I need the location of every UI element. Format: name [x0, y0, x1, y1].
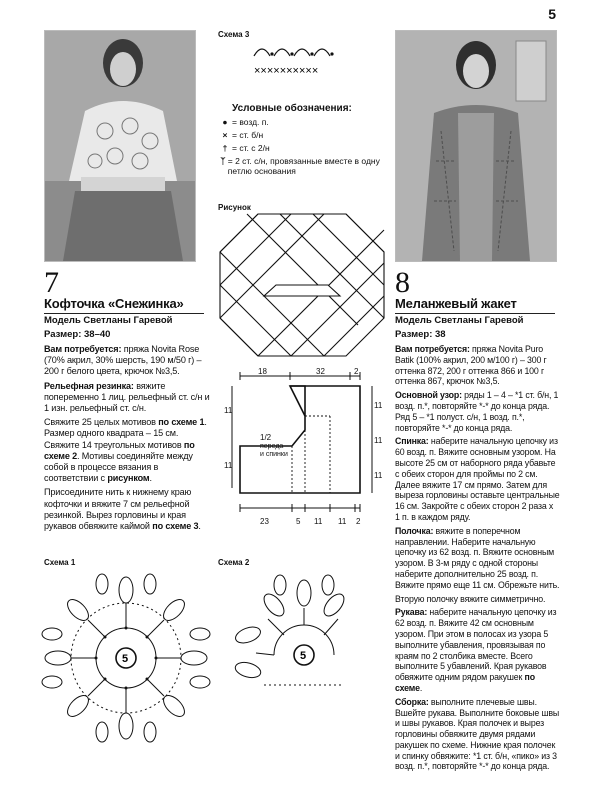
motif-center-label: 5 [300, 650, 307, 662]
article8-divider [395, 313, 555, 314]
motif-layout-drawing [218, 212, 386, 358]
dim-left-1: 11 [224, 406, 233, 415]
photo-jacket-model [395, 30, 557, 262]
article8-model: Модель Светланы Гаревой [395, 315, 524, 326]
piece-label: переда [260, 443, 284, 450]
article7-number: 7 [44, 266, 59, 299]
dim-right-1: 11 [374, 401, 383, 410]
dim-top-right: 2 [354, 367, 359, 376]
photo-blouse-model [44, 30, 196, 262]
legend-item: × = ст. б/н [218, 130, 383, 140]
svg-text:××××××××××: ×××××××××× [254, 65, 319, 77]
article8-number: 8 [395, 266, 410, 299]
scheme3-label: Схема 3 [218, 30, 250, 39]
scheme2-triangle-motif-chart [234, 575, 349, 695]
article7-model: Модель Светланы Гаревой [44, 315, 173, 326]
drawing-label: Рисунок [218, 203, 251, 212]
article7-body: Вам потребуется: пряжа Novita Rose (70% акрил, 30% шерсть, 190 м/50 г) – 200 г белого цвета, крючок №3,5. Рельефная резинка: вяжите попеременно 1 лиц. рельефный ст. с/н и 1 изн. рельефный ст. с/н. Свяжите 25 целых мотивов по схеме 1. Размер одного квадрата – 15 см. Свяжите 14 треугольных мотивов по схеме 2. Мотивы соединяйте между собой в процессе вязания в соответствии с рисунком. Присоедините нить к нижнему краю кофточки и вяжите 7 см рельефной резинкой. Вырез горловины и края рукавов обвяжите каймой по схеме 3. [44, 344, 210, 532]
double-treble-icon: † [222, 143, 228, 153]
single-crochet-icon: × [222, 130, 228, 140]
dim-bottom-4: 11 [338, 517, 347, 526]
dim-bottom-3: 11 [314, 517, 323, 526]
piece-label: 1/2 [260, 433, 272, 442]
dim-right-3: 11 [374, 471, 383, 480]
page-number: 5 [548, 6, 556, 22]
dim-bottom-2: 5 [296, 517, 301, 526]
dim-bottom-5: 2 [356, 517, 361, 526]
dim-top-mid: 32 [316, 367, 325, 376]
dim-bottom-1: 23 [260, 517, 269, 526]
dim-left-2: 11 [224, 461, 233, 470]
scheme2-label: Схема 2 [218, 558, 250, 567]
legend-title: Условные обозначения: [232, 103, 352, 114]
article7-divider [44, 313, 204, 314]
legend-item: ● = возд. п. [218, 117, 383, 127]
scheme1-square-motif-chart [44, 570, 209, 745]
article7-title: Кофточка «Снежинка» [44, 296, 184, 311]
double-crochet-cluster-icon: ᛉ [220, 156, 226, 166]
legend-item: ᛉ = 2 ст. с/н, провязанные вместе в одну петлю основания [218, 156, 383, 176]
scheme1-label: Схема 1 [44, 558, 76, 567]
dim-right-2: 11 [374, 436, 383, 445]
legend [218, 117, 383, 176]
article8-body: Вам потребуется: пряжа Novita Puro Batik (100% акрил, 200 м/100 г) – 300 г оттенка 872, 200 г оттенка 866 и 100 г оттенка 867, крючок №3,5. Основной узор: ряды 1 – 4 – *1 ст. б/н, 1 возд. п.*, повторяйте *-* до конца ряда. Ряд 5 – *1 полуст. с/н, 1 возд. п.*, повторяйте *-* до конца ряда. Спинка: наберите начальную цепочку из 60 возд. п. Вяжите основным узором. На высоте 25 см от наборного ряда убавьте с обеих сторон для проймы по 2 см. Далее вяжите 17 см прямо. Затем для выреза горловины оставьте центральные 16 см. Закройте с обеих сторон 2 раза х 1 п. в каждом ряду. Полочка: вяжите в поперечном направлении. Наберите начальную цепочку из 62 возд. п. Вяжите основным узором. В 3-м ряду с одной стороны наберите дополнительно 25 возд. п. Вяжите прямо еще 11 см. Обрежьте нить. Вторую полочку вяжите симметрично. Рукава: наберите начальную цепочку из 62 возд. п. Вяжите 42 см основным узором. При этом в полосах из узора 5 выполните убавления, провязывая по краям по 2 столбика вместе. Всего выполните 5 убавлений. Края рукавов обвяжите одним рядом ракушек по схеме. Сборка: выполните плечевые швы. Вшейте рукава. Выполните боковые швы и швы рукавов. Края полочек и вырез горловины обвяжите двумя рядами ракушек по схеме. Нижние края полочек и спинку обвяжите: *1 ст. б/н, «пико» из 3 возд. п.*, повторяйте *-* до конца ряда. [395, 344, 560, 772]
article8-size: Размер: 38 [395, 329, 446, 340]
garment-schematic [224, 367, 383, 533]
piece-label: и спинки [260, 451, 288, 458]
chain-stitch-icon: ● [222, 117, 228, 127]
motif-center-label: 5 [122, 653, 129, 665]
dim-top-left: 18 [258, 367, 267, 376]
article7-size: Размер: 38–40 [44, 329, 111, 340]
legend-item: † = ст. с 2/н [218, 143, 383, 153]
scheme3-edging-chart [252, 40, 344, 80]
article8-title: Меланжевый жакет [395, 296, 517, 311]
